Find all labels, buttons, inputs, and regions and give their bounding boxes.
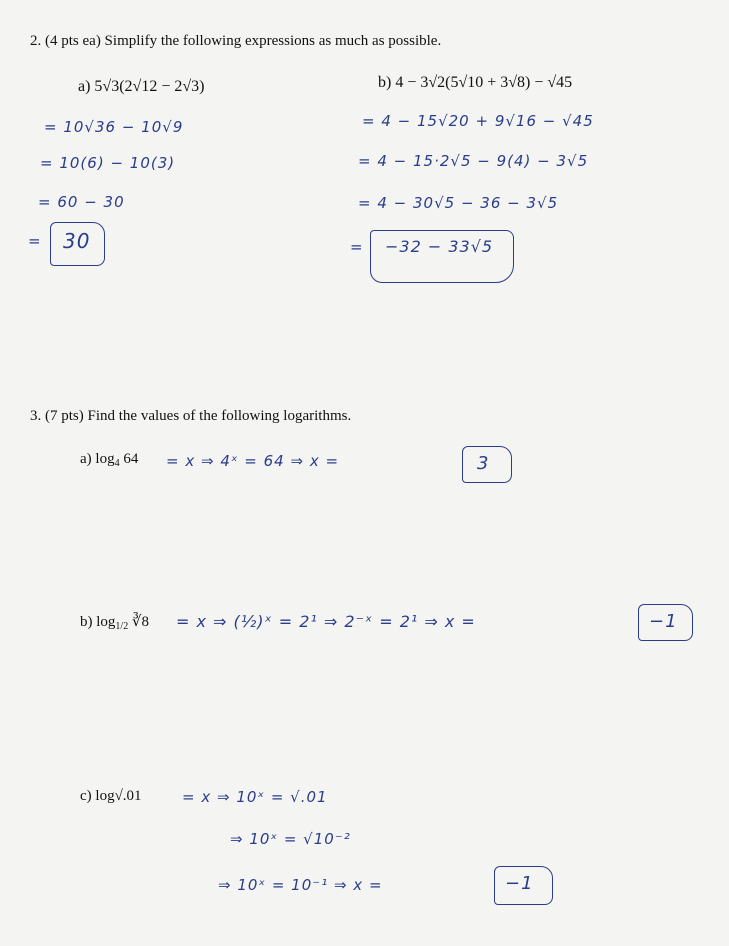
q3a-log-base: 4 <box>114 458 120 469</box>
q2b-answer-eq: = <box>350 238 364 256</box>
q3-header: 3. (7 pts) Find the values of the following logarithms. <box>30 408 352 424</box>
q3c-answer-box: −1 <box>494 866 553 905</box>
q2a-step-3: = 60 − 30 <box>38 193 125 211</box>
q2b-prompt: b) 4 − 3√2(5√10 + 3√8) − √45 <box>378 74 573 91</box>
q3b-log-label: b) log <box>80 614 116 630</box>
q3c-work-2: ⇒ 10ˣ = √10⁻² <box>230 830 351 848</box>
q2b-step-3: = 4 − 30√5 − 36 − 3√5 <box>358 194 559 212</box>
q2b-step-1: = 4 − 15√20 + 9√16 − √45 <box>362 112 594 130</box>
q3a-work: = x ⇒ 4ˣ = 64 ⇒ x = <box>166 452 340 470</box>
q3c-log-label: c) log <box>80 788 115 804</box>
q3b-log-arg: ∛8 <box>128 614 150 630</box>
q2b-step-2: = 4 − 15·2√5 − 9(4) − 3√5 <box>358 152 589 170</box>
q3c-work-1: = x ⇒ 10ˣ = √.01 <box>182 788 328 806</box>
q2a-prompt: a) 5√3(2√12 − 2√3) <box>78 78 205 95</box>
q3c-work-3: ⇒ 10ˣ = 10⁻¹ ⇒ x = <box>218 876 383 894</box>
q2a-answer-box: 30 <box>50 222 105 266</box>
q3a-log-label: a) log <box>80 451 115 467</box>
q3b-work: = x ⇒ (½)ˣ = 2¹ ⇒ 2⁻ˣ = 2¹ ⇒ x = <box>176 612 476 631</box>
q2-header: 2. (4 pts ea) Simplify the following expressions as much as possible. <box>30 33 442 49</box>
q2a-step-1: = 10√36 − 10√9 <box>44 118 184 136</box>
q3b-expression <box>80 612 149 632</box>
q3a-log-arg: 64 <box>119 451 139 467</box>
q2a-answer-eq: = <box>28 232 42 250</box>
q2b-answer-box: −32 − 33√5 <box>370 230 514 283</box>
q2a-step-2: = 10(6) − 10(3) <box>40 154 176 172</box>
q3c-log-arg: √.01 <box>114 788 142 804</box>
q3a-expression <box>80 451 138 469</box>
q3a-answer-box: 3 <box>462 446 512 483</box>
q3c-expression <box>80 788 142 805</box>
q3b-answer-box: −1 <box>638 604 693 641</box>
q3b-log-base: 1/2 <box>115 621 129 632</box>
